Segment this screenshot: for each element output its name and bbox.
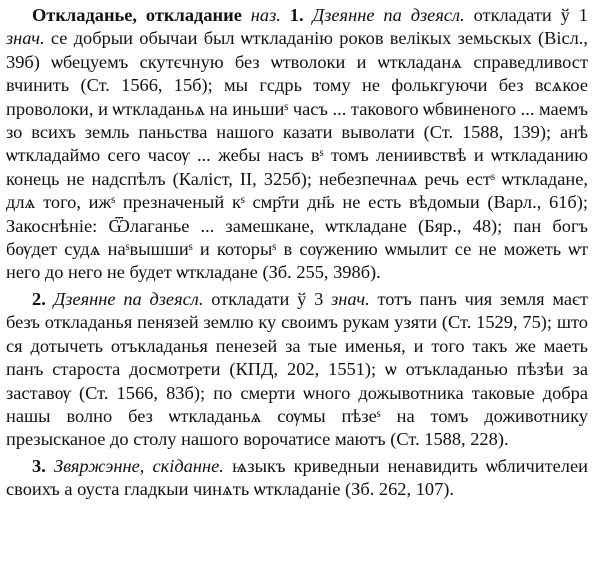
sense-1-ref-abbr: знач.	[6, 28, 45, 49]
sense-2-ref-verb: откладати	[211, 288, 290, 309]
sense-1-number: 1.	[289, 5, 304, 25]
sense-2-ref-abbr: знач.	[331, 288, 370, 309]
sense-2-citations: тотъ панъ чия земля маєт безъ откладанья пенязей землю ку своимъ рукам узяти (Ст. 1529, 75); што ся дотычеть отъкладанья пенезей за тые именья, и того такъ же маеть панъ староста досмотрети (КПД, 202, 1551); ѡ отъкладанью пѣзѣи за заставѹ (Ст. 1566, 83б); по смерти ѡного дожывотника таковые добра нашы волно без ѡткладаньѧ сѹмы пѣзеˢ на томъ доживотнику презысканое до столу нашого ворочатисе маютъ (Ст. 1588, 228).	[6, 288, 588, 450]
part-of-speech: наз.	[250, 5, 281, 25]
sense-1-paragraph	[6, 4, 588, 285]
headword: Откладанье, откладание	[32, 5, 242, 25]
sense-1-ref-verb: откладати	[473, 5, 552, 25]
sense-2-number: 2.	[32, 288, 46, 309]
sense-3-gloss: Звяржэнне, скіданне.	[53, 455, 224, 476]
sense-3-paragraph	[6, 455, 588, 502]
sense-1-gloss: Дзеянне па дзеясл.	[312, 5, 465, 25]
sense-3-citations: ѩзыкъ криведныи ненавидить ѡбличителеи своихъ а оуста гладкыи чинѧть ѡткладаніе (Зб. 262, 107).	[6, 455, 588, 500]
sense-1-ref-prep: ў 1	[560, 5, 588, 25]
sense-2-paragraph	[6, 288, 588, 452]
sense-3-number: 3.	[32, 455, 46, 476]
sense-2-gloss: Дзеянне па дзеясл.	[53, 288, 204, 309]
sense-2-ref-prep: ў 3	[297, 288, 324, 309]
sense-1-citations: се добрыи обычаи был ѡткладанію роков велікых земьскых (Вісл., 39б) ѡбецуемъ скутєчную без ѡтволоки и ѡткладанѧ справедливост вчинить (Ст. 1566, 15б); мы гсдрь тому не фолькгуючи без всѧкое проволоки, и ѡткладаньѧ на иньшиˢ часъ ... такового ѡбвиненого ... маемъ зо всихъ земль паньства нашого казати выволати (Ст. 1588, 139); анѣ ѡткладаймо сего часѹ ... жебы насъ вˢ томъ лениивствѣ и ѡткладанию конець не надспѣлъ (Каліст, II, 325б); небезпечнаѧ речь естˢ ѡткладане, длѧ того, ижˢ презначеный кˢ смр҃ти дн҃ь не есть вѣдомыи (Варл., 61б); Закоснѣніе: Ѿлаганье ... замешкане, ѡткладане (Бяр., 48); пан богъ бѹдет судѧ наˢвышшиˢ и которыˢ в сѹжению ѡмылит се не можеть ѡт него до него не будет ѡткладане (Зб. 255, 398б).	[6, 28, 589, 283]
